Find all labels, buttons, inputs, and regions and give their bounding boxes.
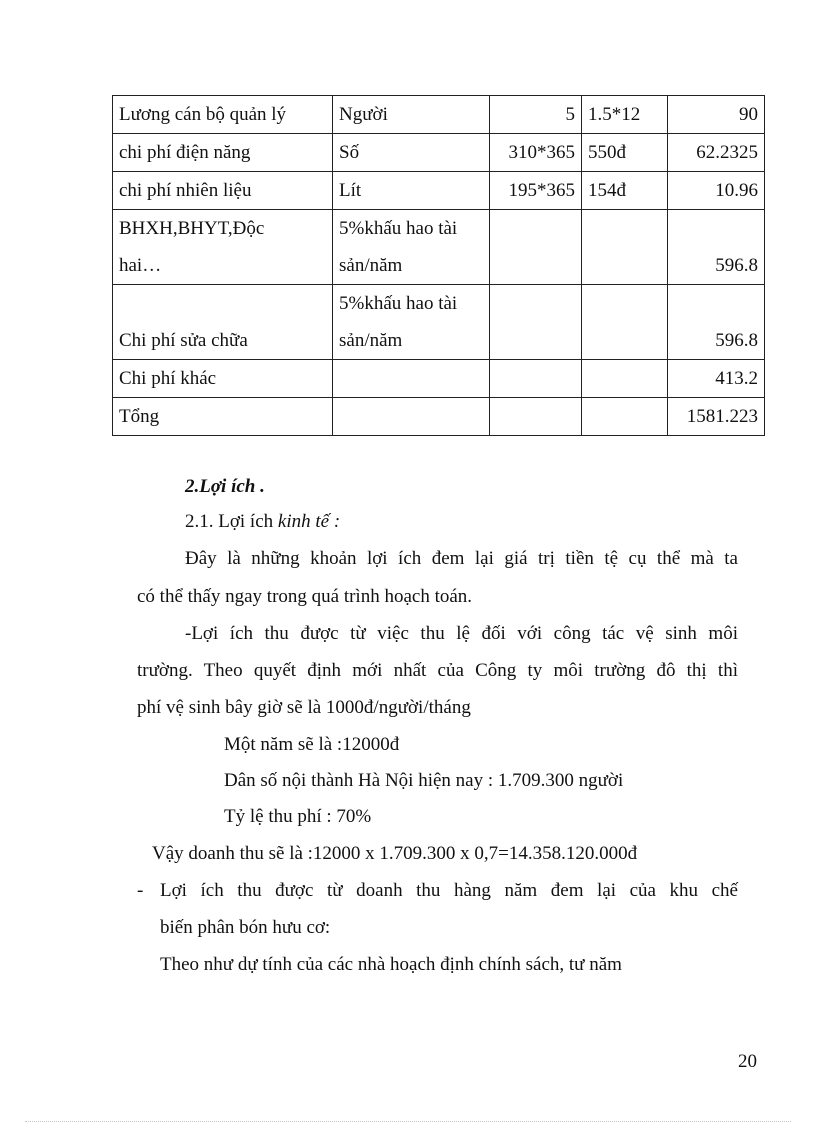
- calc-line: Dân số nội thành Hà Nội hiện nay : 1.709.300 người: [224, 770, 624, 791]
- cell-unit-line: 5%khấu hao tài: [339, 218, 458, 239]
- bullet-line: biến phân bón hưu cơ:: [160, 917, 331, 938]
- cell-unit: [333, 210, 490, 285]
- table-row: [113, 285, 765, 360]
- subsection-italic: kinh tế :: [277, 511, 341, 532]
- cell-item: chi phí nhiên liệu: [113, 172, 333, 210]
- cell-qty: [490, 360, 582, 398]
- section-heading: 2.Lợi ích .: [185, 476, 265, 497]
- paragraph-line: phí vệ sinh bây giờ sẽ là 1000đ/người/tháng: [137, 697, 471, 718]
- table-row: [113, 172, 765, 210]
- cell-item: Chi phí khác: [113, 360, 333, 398]
- paragraph-line: Theo như dự tính của các nhà hoạch định chính sách, tư năm: [160, 954, 622, 975]
- cell-total: 1581.223: [668, 398, 765, 436]
- cell-qty: 310*365: [490, 134, 582, 172]
- table-row: [113, 134, 765, 172]
- cell-qty: [490, 210, 582, 285]
- bullet-dash: -: [137, 880, 144, 901]
- paragraph-line: có thể thấy ngay trong quá trình hoạch toán.: [137, 586, 473, 607]
- page-number: 20: [738, 1051, 757, 1072]
- cell-total: 90: [668, 96, 765, 134]
- cell-total: 10.96: [668, 172, 765, 210]
- cell-item-line: hai…: [119, 255, 162, 276]
- cell-qty: [490, 398, 582, 436]
- cell-unit: [333, 398, 490, 436]
- cell-price: [582, 398, 668, 436]
- cell-unit: [333, 285, 490, 360]
- table-row: [113, 210, 765, 285]
- table-row: [113, 96, 765, 134]
- cell-qty: 195*365: [490, 172, 582, 210]
- cell-item-line: BHXH,BHYT,Độc: [119, 218, 265, 239]
- subsection-prefix: 2.1. Lợi ích: [185, 511, 278, 532]
- cell-price: [582, 210, 668, 285]
- cell-price: 550đ: [582, 134, 668, 172]
- cell-unit: Số: [333, 134, 490, 172]
- cell-unit: Lít: [333, 172, 490, 210]
- calc-line: Tỷ lệ thu phí : 70%: [224, 806, 372, 827]
- cell-item: Lương cán bộ quản lý: [113, 96, 333, 134]
- cell-unit-line: 5%khấu hao tài: [339, 293, 458, 314]
- cell-price: [582, 360, 668, 398]
- cell-price: [582, 285, 668, 360]
- cell-item: [113, 210, 333, 285]
- cell-unit: Người: [333, 96, 490, 134]
- cell-total: 62.2325: [668, 134, 765, 172]
- cell-price: 1.5*12: [582, 96, 668, 134]
- cell-item: Chi phí sửa chữa: [113, 285, 333, 360]
- cell-unit-line: sản/năm: [339, 255, 403, 276]
- calc-line: Một năm sẽ là :12000đ: [224, 734, 400, 755]
- paragraph-line: Đây là những khoản lợi ích đem lại giá trị tiền tệ cụ thể mà ta: [185, 548, 738, 569]
- cell-item: chi phí điện năng: [113, 134, 333, 172]
- cell-unit-line: sản/năm: [339, 330, 403, 351]
- cost-table: [112, 95, 765, 436]
- cell-unit: [333, 360, 490, 398]
- cell-item: Tổng: [113, 398, 333, 436]
- cell-total: 596.8: [668, 210, 765, 285]
- cell-total: 596.8: [668, 285, 765, 360]
- bullet-line: Lợi ích thu được từ doanh thu hàng năm đem lại của khu chế: [160, 880, 738, 901]
- paragraph-line: trường. Theo quyết định mới nhất của Công ty môi trường đô thị thì: [137, 660, 738, 681]
- cell-price: 154đ: [582, 172, 668, 210]
- subsection-heading: [185, 511, 340, 533]
- cell-total: 413.2: [668, 360, 765, 398]
- revenue-line: Vậy doanh thu sẽ là :12000 x 1.709.300 x 0,7=14.358.120.000đ: [152, 843, 638, 864]
- table-row: [113, 360, 765, 398]
- table-row: [113, 398, 765, 436]
- cell-qty: 5: [490, 96, 582, 134]
- paragraph-line: -Lợi ích thu được từ việc thu lệ đối với công tác vệ sinh môi: [185, 623, 738, 644]
- cell-qty: [490, 285, 582, 360]
- page-bottom-divider: [25, 1121, 791, 1122]
